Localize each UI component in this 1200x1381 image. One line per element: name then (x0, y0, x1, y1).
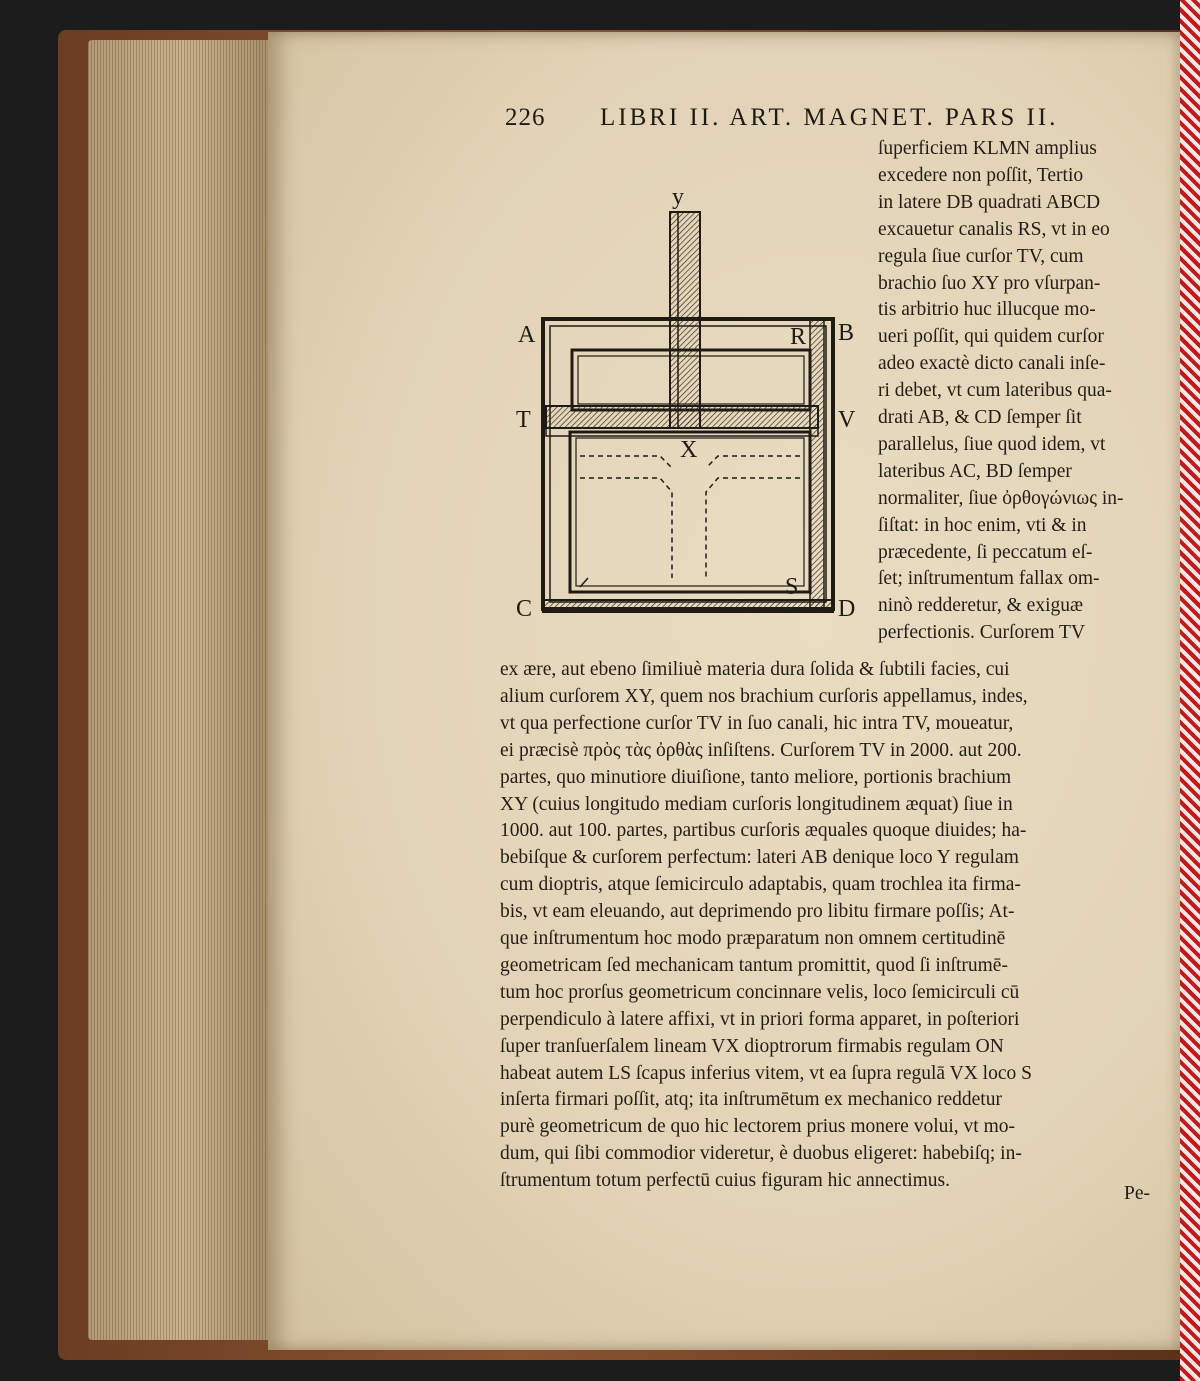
text-line: drati AB, & CD ſemper ſit (878, 407, 1082, 428)
running-title: LIBRI II. ART. MAGNET. PARS II. (600, 104, 1059, 131)
label-d: D (838, 596, 856, 622)
text-line: inſerta firmari poſſit, atq; ita inſtrumētum ex mechanico reddetur (500, 1089, 1002, 1111)
text-line: ſtrumentum totum perfectū cuius figuram hic annectimus. (500, 1170, 951, 1192)
label-a: A (518, 322, 536, 348)
marbled-endpaper (1180, 0, 1200, 1381)
running-head (505, 104, 1165, 134)
catchword: Pe- (1124, 1183, 1150, 1204)
label-r: R (790, 324, 807, 350)
text-line: alium curſorem XY, quem nos brachium curſoris appellamus, indes, (500, 685, 1028, 707)
page-number: 226 (505, 104, 546, 131)
label-y: y (672, 184, 684, 210)
text-line: ſiſtat: in hoc enim, vti & in (878, 514, 1087, 536)
label-s: S (785, 574, 799, 600)
text-line: parallelus, ſiue quod idem, vt (878, 433, 1106, 455)
woodcut-figure (510, 182, 870, 642)
page-edges (88, 40, 278, 1340)
text-line: tis arbitrio huc illucque mo- (878, 299, 1096, 321)
label-v: V (838, 407, 856, 433)
text-line: excauetur canalis RS, vt in eo (878, 218, 1110, 240)
text-line: brachio ſuo XY pro vſurpan- (878, 272, 1101, 294)
text-line: XY (cuius longitudo mediam curſoris longitudinem æquat) ſiue in (500, 793, 1013, 815)
text-line: dum, qui ſibi commodior videretur, è duobus eligeret: habebiſq; in- (500, 1143, 1022, 1165)
text-line: 1000. aut 100. partes, partibus curſoris æquales quoque diuides; ha- (500, 820, 1027, 842)
text-line: vt qua perfectione curſor TV in ſuo canali, hic intra TV, moueatur, (500, 712, 1014, 734)
text-line: ſuperficiem KLMN amplius (878, 138, 1097, 159)
text-line: lateribus AC, BD ſemper (878, 460, 1072, 482)
text-line: ſuper tranſuerſalem lineam VX dioptrorum firmabis regulam ON (500, 1035, 1004, 1057)
text-line: geometricam ſed mechanicam tantum promittit, quod ſi inſtrumē- (500, 954, 1008, 976)
text-line: cum dioptris, atque ſemicirculo adaptabis, quam trochlea ita firma- (500, 874, 1021, 896)
text-line: ueri poſſit, qui quidem curſor (878, 326, 1104, 348)
text-line: ſet; inſtrumentum fallax om- (878, 568, 1100, 590)
text-line: excedere non poſſit, Tertio (878, 164, 1084, 186)
text-line: normaliter, ſiue ὀρθογώνιως in- (878, 487, 1124, 509)
label-t: T (516, 407, 531, 433)
label-x: X (680, 437, 698, 463)
label-b: B (838, 320, 855, 346)
text-line: perpendiculo à latere affixi, vt in priori forma apparet, in poſteriori (500, 1008, 1020, 1030)
text-line: tum hoc prorſus geometricum concinnare velis, loco ſemicirculi cū (500, 981, 1020, 1003)
text-line: ex ære, aut ebeno ſimiliuè materia dura ſolida & ſubtili facies, cui (500, 659, 1010, 680)
text-line: ei præcisè πρὸς τὰς ὀρθὰς inſiſtens. Curſorem TV in 2000. aut 200. (500, 739, 1022, 761)
text-line: perfectionis. Curſorem TV (878, 622, 1086, 644)
text-line: bebiſque & curſorem perfectum: lateri AB denique loco Y regulam (500, 847, 1019, 869)
text-line: adeo exactè dicto canali inſe- (878, 353, 1106, 375)
label-c: C (516, 596, 533, 622)
text-line: bis, vt eam eleuando, aut deprimendo pro libitu firmare poſſis; At- (500, 901, 1015, 923)
text-line: ri debet, vt cum lateribus qua- (878, 380, 1112, 402)
text-line: habeat autem LS ſcapus inferius vitem, vt ea ſupra regulā VX loco S (500, 1062, 1032, 1084)
text-line: præcedente, ſi peccatum eſ- (878, 541, 1093, 563)
text-line: partes, quo minutiore diuiſione, tanto meliore, portionis brachium (500, 766, 1012, 788)
text-line: regula ſiue curſor TV, cum (878, 245, 1084, 267)
text-line: purè geometricum de quo hic lectorem prius monere volui, vt mo- (500, 1116, 1015, 1138)
text-line: que inſtrumentum hoc modo præparatum non omnem certitudinē (500, 928, 1006, 949)
text-line: in latere DB quadrati ABCD (878, 191, 1101, 213)
text-line: ninò redderetur, & exiguæ (878, 595, 1083, 617)
